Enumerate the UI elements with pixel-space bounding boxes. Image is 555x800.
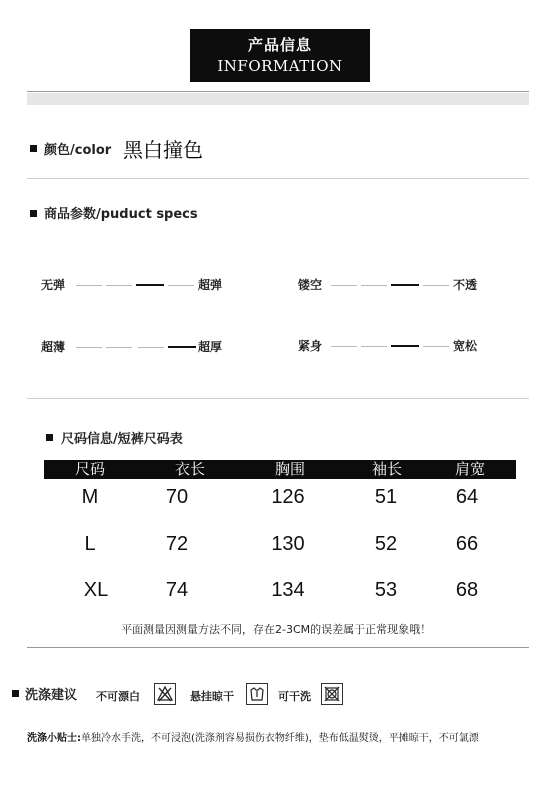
scale-opacity-right: 不透 <box>453 278 478 292</box>
wash-item-label: 不可漂白 <box>96 690 140 703</box>
scale-marker <box>136 284 164 286</box>
scale-segment <box>106 285 132 286</box>
hang-dry-icon <box>246 683 268 705</box>
scale-thickness-right: 超厚 <box>198 340 223 354</box>
table-cell: 134 <box>271 579 305 601</box>
table-cell: 64 <box>455 486 479 508</box>
scale-segment <box>138 347 164 348</box>
header-sleeve: 袖长 <box>371 460 402 478</box>
wash-tip <box>27 729 479 744</box>
color-label: 颜色/color <box>44 143 112 158</box>
divider <box>27 398 529 399</box>
specs-label: 商品参数/puduct specs <box>44 207 198 222</box>
table-cell: 53 <box>374 579 398 601</box>
table-cell: M <box>81 486 99 508</box>
table-cell: L <box>84 533 96 555</box>
info-header <box>190 29 370 82</box>
no-bleach-icon <box>154 683 176 705</box>
scale-elasticity-left: 无弹 <box>41 278 66 292</box>
scale-elasticity-right: 超弹 <box>198 278 223 292</box>
color-value: 黑白撞色 <box>123 138 203 162</box>
wash-label: 洗涤建议 <box>25 688 78 703</box>
table-cell: 51 <box>374 486 398 508</box>
table-cell: 130 <box>271 533 305 555</box>
wash-item-label: 悬挂晾干 <box>190 690 234 703</box>
table-cell: 126 <box>271 486 305 508</box>
table-cell: 72 <box>165 533 189 555</box>
scale-segment <box>361 346 387 347</box>
scale-fit-left: 紧身 <box>298 339 323 353</box>
scale-segment <box>106 347 132 348</box>
scale-thickness-left: 超薄 <box>41 340 66 354</box>
scale-marker <box>391 284 419 286</box>
scale-segment <box>423 346 449 347</box>
table-cell: 70 <box>165 486 189 508</box>
bullet-square <box>46 434 53 441</box>
scale-fit-right: 宽松 <box>453 339 478 353</box>
bullet-square <box>30 210 37 217</box>
size-table-header <box>44 460 516 479</box>
size-label: 尺码信息/短裤尺码表 <box>61 432 183 447</box>
table-cell: 52 <box>374 533 398 555</box>
scale-segment <box>331 346 357 347</box>
header-shoulder: 肩宽 <box>454 460 485 478</box>
table-cell: 74 <box>165 579 189 601</box>
divider <box>27 91 529 92</box>
scale-segment <box>76 285 102 286</box>
measure-note: 平面测量因测量方法不同，存在2-3CM的误差属于正常现象哦！ <box>121 623 432 636</box>
scale-segment <box>331 285 357 286</box>
header-title-cn: 产品信息 <box>247 36 312 54</box>
header-title-en: INFORMATION <box>217 57 343 75</box>
scale-segment <box>168 285 194 286</box>
scale-opacity-left: 镂空 <box>298 278 323 292</box>
header-size: 尺码 <box>74 460 105 478</box>
gray-band <box>27 93 529 105</box>
table-cell: XL <box>83 579 109 601</box>
header-length: 衣长 <box>174 460 205 478</box>
table-cell: 66 <box>455 533 479 555</box>
scale-segment <box>423 285 449 286</box>
header-chest: 胸围 <box>274 460 305 478</box>
bullet-square <box>30 145 37 152</box>
scale-marker <box>168 346 196 348</box>
wash-tip-label: 洗涤小贴士: <box>27 733 81 744</box>
scale-segment <box>361 285 387 286</box>
bullet-square <box>12 690 19 697</box>
scale-segment <box>76 347 102 348</box>
wash-tip-text: 单独冷水手洗，不可浸泡(洗涤剂容易损伤衣物纤维)，垫布低温熨烫，平摊晾干，不可氯漂 <box>81 733 479 744</box>
wash-item-label: 可干洗 <box>278 690 311 703</box>
divider <box>27 178 529 179</box>
dry-clean-icon <box>321 683 343 705</box>
divider <box>27 647 529 648</box>
scale-marker <box>391 345 419 347</box>
table-cell: 68 <box>455 579 479 601</box>
